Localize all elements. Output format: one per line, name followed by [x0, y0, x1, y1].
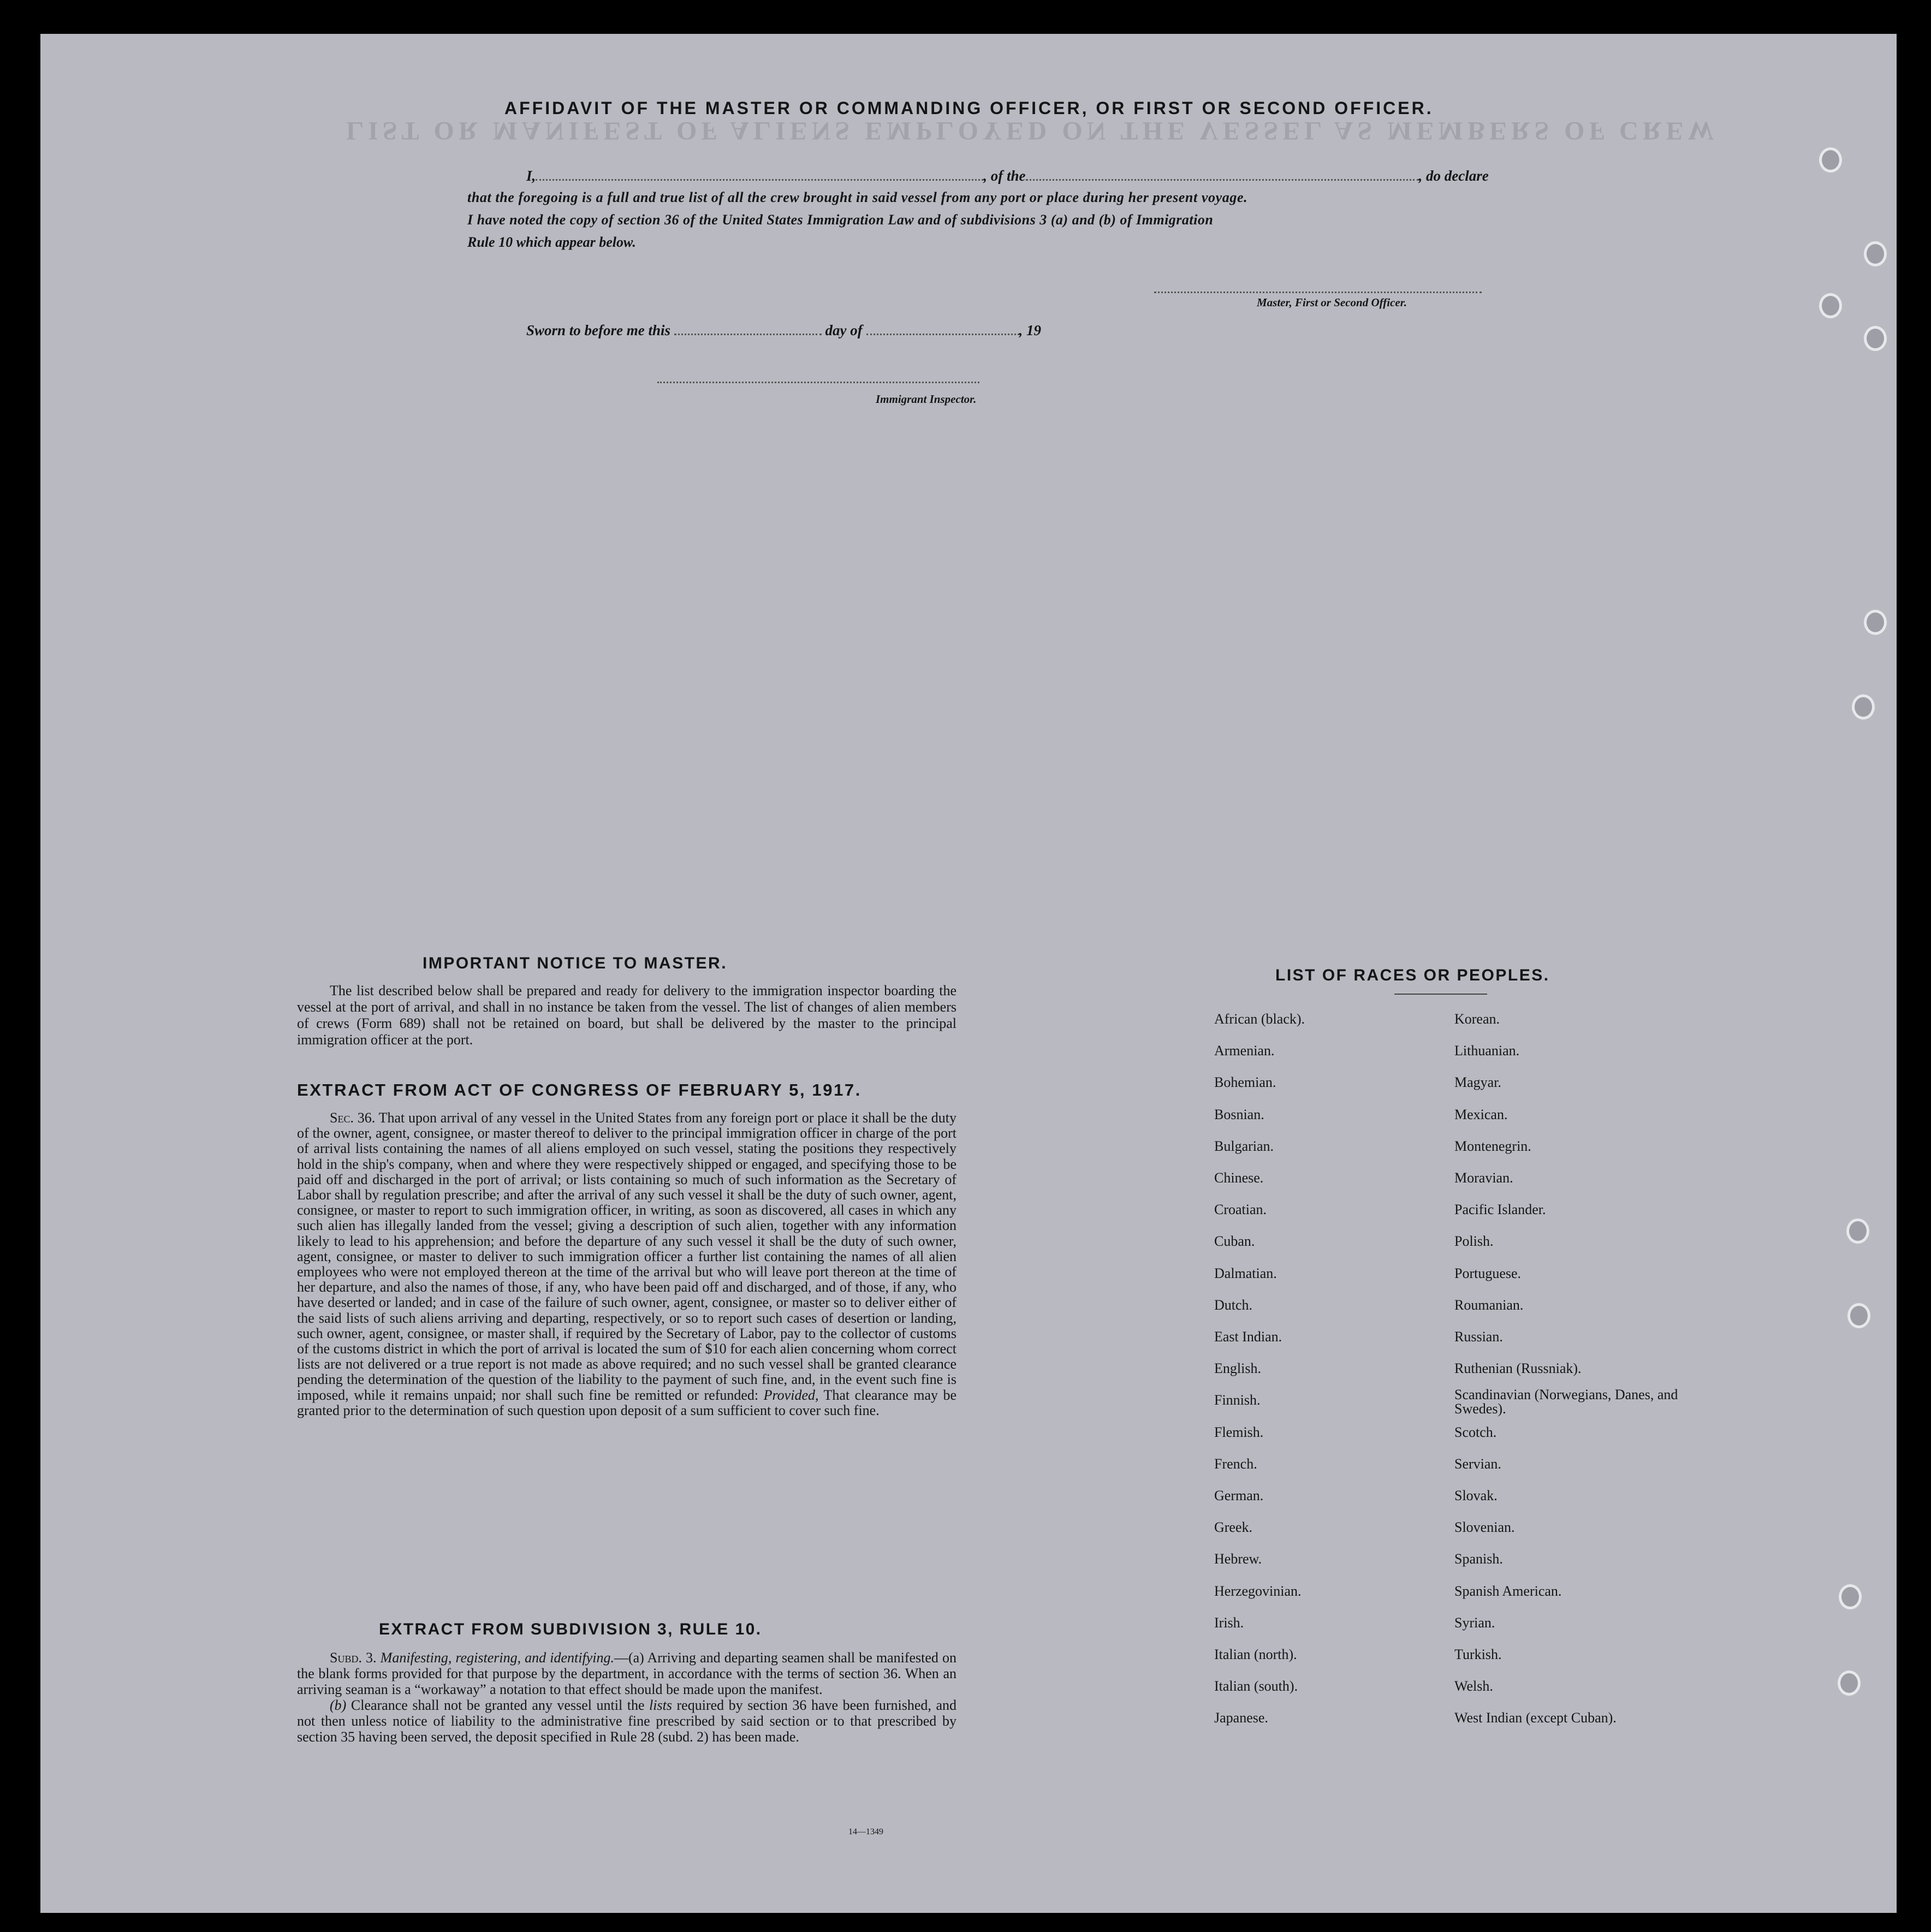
- races-title-rule: [1394, 994, 1487, 995]
- para-b-text-2: required by section 36 have been furnished, and not then unless notice of liability to the administrative fine prescribed by said section or to that prescribed by section 35 having been served, the deposit specified in Rule 28 (subd. 2) has been made.: [297, 1697, 956, 1745]
- sworn-line: [526, 322, 1041, 339]
- para-b-label: (b): [330, 1697, 347, 1713]
- sworn-year: , 19: [1019, 322, 1042, 338]
- rule-extract-title: EXTRACT FROM SUBDIVISION 3, RULE 10.: [379, 1620, 762, 1638]
- race-item: Montenegrin.: [1454, 1138, 1531, 1154]
- form-number: 14—1349: [848, 1827, 883, 1836]
- rule-extract-block: [297, 1650, 956, 1745]
- race-item: Scotch.: [1454, 1424, 1497, 1440]
- race-item: Hebrew.: [1214, 1551, 1262, 1567]
- race-item: Croatian.: [1214, 1202, 1267, 1218]
- race-item: Magyar.: [1454, 1074, 1501, 1091]
- affidavit-line-2: that the foregoing is a full and true list of all the crew brought in said vessel from any port or place during her present voyage.: [467, 189, 1248, 205]
- race-item: Slovak.: [1454, 1488, 1498, 1503]
- race-item: Portuguese.: [1454, 1265, 1522, 1281]
- race-item: Italian (south).: [1214, 1678, 1298, 1695]
- act-extract-block: [297, 1110, 956, 1418]
- race-item: Scandinavian (Norwegians, Danes, and Swedes).: [1454, 1387, 1678, 1417]
- binder-hole: [1846, 1218, 1869, 1244]
- sworn-prefix: Sworn to before me this: [526, 322, 671, 338]
- declare-do-declare-label: , do declare: [1418, 168, 1489, 184]
- para-b-lists: lists: [649, 1697, 672, 1713]
- race-item: Slovenian.: [1454, 1519, 1515, 1536]
- affidavit-declaration-line: [526, 168, 1489, 185]
- race-item: Korean.: [1454, 1011, 1500, 1027]
- affidavit-line-4: Rule 10 which appear below.: [467, 234, 636, 250]
- race-item: Mexican.: [1454, 1106, 1508, 1122]
- race-item: Polish.: [1454, 1233, 1494, 1250]
- binder-hole: [1838, 1671, 1861, 1696]
- binder-hole: [1819, 293, 1842, 318]
- sworn-day-fill-in[interactable]: [674, 334, 822, 335]
- act-extract-title: EXTRACT FROM ACT OF CONGRESS OF FEBRUARY 5, 1917.: [297, 1080, 861, 1099]
- races-title: LIST OF RACES OR PEOPLES.: [1275, 966, 1550, 984]
- races-list: [1214, 1011, 1760, 1803]
- bleed-through-heading: LIST OR MANIFEST OF ALIENS EMPLOYED ON THE VESSEL AS MEMBERS OF CREW: [346, 116, 1719, 145]
- act-extract-text-end: That clearance may be granted prior to the determination of such question upon deposit of a sum sufficient to cover such fine.: [297, 1387, 957, 1418]
- race-item: Japanese.: [1214, 1710, 1268, 1726]
- race-item: Greek.: [1214, 1519, 1253, 1536]
- act-extract-text: That upon arrival of any vessel in the United States from any foreign port or place it shall be the duty of the owner, agent, consignee, or master thereof to deliver to the principal immigration officer in charge of the port of arrival lists containing the names of all aliens employed on such vessel, stating the positions they respectively hold in the ship's company, when and where they were respectively shipped or engaged, and specifying those to be paid off and discharged in the port of arrival; or lists containing so much of such information as the Secretary of Labor shall by regulation prescribe; and after the arrival of any such vessel it shall be the duty of such owner, agent, consignee, or master to report to such immigration officer, in writing, as soon as discovered, all cases in which any such alien has illegally landed from the vessel; giving a description of such alien, together with any information likely to lead to his apprehension; and before the departure of any such vessel it shall be the duty of such owner, agent, consignee, or master to deliver to such immigration officer a further list containing the names of all alien employees who were not employed thereon at the time of the arrival but who will leave port thereon at the time of her departure, and also the names of those, if any, who have been paid off and discharged, and of those, if any, who have deserted or landed; and in case of the failure of such owner, agent, consignee, or master so to deliver either of the said lists of such aliens arriving and departing, respectively, or so to report such cases of desertion or landing, such owner, agent, consignee, or master shall, if required by the Secretary of Labor, pay to the collector of customs of the customs district in which the port of arrival is located the sum of $10 for each alien concerning whom correct lists are not delivered or a true report is not made as above required; and no such vessel shall be granted clearance pending the determination of the question of the liability to the payment of such fine, and, in the event such fine is imposed, while it remains unpaid; nor shall such fine be remitted or refunded:: [297, 1110, 956, 1403]
- race-item: Servian.: [1454, 1455, 1501, 1472]
- race-item: Turkish.: [1454, 1646, 1502, 1662]
- binder-hole: [1847, 1303, 1870, 1328]
- race-item: English.: [1214, 1360, 1261, 1377]
- vessel-fill-in[interactable]: [1026, 179, 1419, 181]
- document-page: [40, 34, 1897, 1913]
- race-item: Syrian.: [1454, 1614, 1495, 1631]
- binder-hole: [1864, 610, 1887, 635]
- race-item: Italian (north).: [1214, 1646, 1297, 1662]
- inspector-label: Immigrant Inspector.: [876, 393, 977, 406]
- provided-word: Provided,: [763, 1387, 819, 1403]
- race-item: Ruthenian (Russniak).: [1454, 1360, 1582, 1377]
- notice-text-block: [297, 983, 956, 1048]
- notice-text: The list described below shall be prepared and ready for delivery to the immigration inspector boarding the vessel at the port of arrival, and shall in no instance be taken from the vessel. The list of changes of alien members of crews (Form 689) shall not be retained on board, but shall be delivered by the master to the principal immigration officer at the port.: [297, 983, 956, 1048]
- race-item: Pacific Islander.: [1454, 1202, 1546, 1218]
- race-item: African (black).: [1214, 1011, 1305, 1027]
- affidavit-line-3: I have noted the copy of section 36 of the United States Immigration Law and of subdivisions 3 (a) and (b) of Immigration: [467, 212, 1214, 228]
- name-fill-in[interactable]: [536, 179, 983, 181]
- race-item: Flemish.: [1214, 1424, 1264, 1440]
- race-item: West Indian (except Cuban).: [1454, 1710, 1617, 1726]
- race-item: East Indian.: [1214, 1329, 1282, 1345]
- para-b-text-1: Clearance shall not be granted any vessel until the: [350, 1697, 645, 1713]
- race-item: Finnish.: [1214, 1392, 1261, 1408]
- race-item: Dalmatian.: [1214, 1265, 1277, 1281]
- officer-signature-label: Master, First or Second Officer.: [1257, 296, 1407, 309]
- race-item: Chinese.: [1214, 1170, 1264, 1186]
- race-item: Bulgarian.: [1214, 1138, 1274, 1154]
- race-item: Welsh.: [1454, 1678, 1493, 1695]
- race-item: Irish.: [1214, 1614, 1244, 1631]
- race-item: Russian.: [1454, 1329, 1503, 1345]
- race-item: Roumanian.: [1454, 1297, 1524, 1313]
- sworn-month-fill-in[interactable]: [866, 334, 1019, 335]
- race-item: Spanish.: [1454, 1551, 1503, 1567]
- race-item: German.: [1214, 1488, 1264, 1503]
- race-item: Moravian.: [1454, 1170, 1513, 1186]
- subd-3-label: Subd. 3.: [330, 1650, 377, 1666]
- race-item: Cuban.: [1214, 1233, 1255, 1250]
- race-item: French.: [1214, 1455, 1257, 1472]
- declare-of-the-label: , of the: [983, 168, 1026, 184]
- race-item: Bosnian.: [1214, 1106, 1264, 1122]
- subd-heading: Manifesting, registering, and identifying.: [380, 1650, 614, 1666]
- inspector-signature-line[interactable]: [657, 381, 979, 383]
- race-item: Herzegovinian.: [1214, 1583, 1302, 1599]
- sworn-day-of: day of: [825, 322, 863, 338]
- binder-hole: [1852, 694, 1875, 720]
- section-36-label: Sec. 36.: [330, 1110, 376, 1126]
- notice-title: IMPORTANT NOTICE TO MASTER.: [423, 954, 728, 972]
- race-item: Dutch.: [1214, 1297, 1253, 1313]
- binder-hole: [1819, 147, 1842, 173]
- race-item: Spanish American.: [1454, 1583, 1562, 1599]
- race-item: Bohemian.: [1214, 1074, 1276, 1091]
- affidavit-title: AFFIDAVIT OF THE MASTER OR COMMANDING OFFICER, OR FIRST OR SECOND OFFICER.: [504, 98, 1434, 118]
- binder-hole: [1864, 326, 1887, 351]
- declare-i-label: I,: [526, 168, 536, 184]
- officer-signature-line[interactable]: [1154, 290, 1482, 293]
- race-item: Lithuanian.: [1454, 1043, 1520, 1059]
- para-a-text: —(a) Arriving and departing seamen shall be manifested on the blank forms provided for that purpose by the department, in accordance with the terms of section 36. When an arriving seaman is a “workaway” a notation to that effect should be made upon the manifest.: [297, 1650, 957, 1697]
- binder-hole: [1839, 1584, 1862, 1609]
- binder-hole: [1864, 241, 1887, 266]
- race-item: Armenian.: [1214, 1043, 1275, 1059]
